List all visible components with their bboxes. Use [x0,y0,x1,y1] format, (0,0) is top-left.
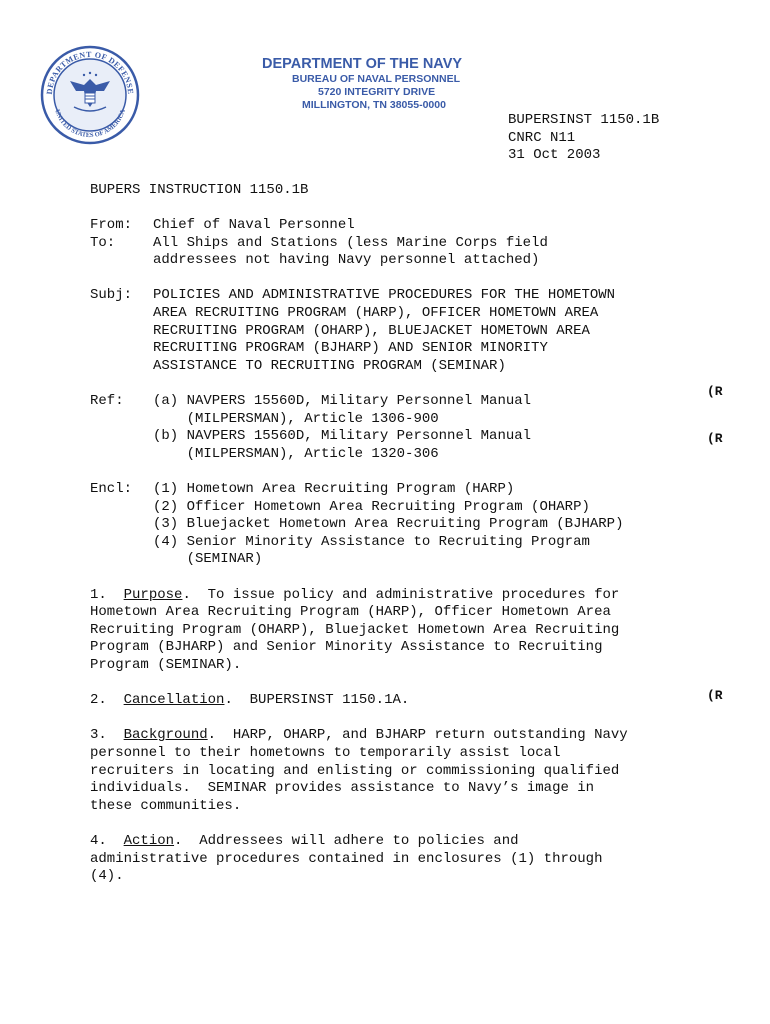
ref-label: Ref: [90,393,124,409]
para-heading-purpose: Purpose [123,586,183,603]
para-number: 2. [90,692,107,709]
revision-mark: (R [707,384,723,399]
subj-line: ASSISTANCE TO RECRUITING PROGRAM (SEMINAR) [153,357,506,374]
para-1-line: Hometown Area Recruiting Program (HARP), Officer Hometown Area [90,604,611,621]
para-text: . Addressees will adhere to policies and [174,833,519,849]
para-4-first-line [90,833,519,851]
para-4-line: (4). [90,868,124,885]
para-3-first-line [90,727,628,745]
ref-line: (b) NAVPERS 15560D, Military Personnel Manual [153,428,532,445]
from-label: From: [90,217,133,233]
to-line: All Ships and Stations (less Marine Corps field [153,234,548,251]
letterhead-bureau: BUREAU OF NAVAL PERSONNEL [292,73,461,85]
office-code: CNRC N11 [508,129,576,146]
para-3-line: recruiters in locating and enlisting or commissioning qualified [90,762,620,779]
revision-mark: (R [707,431,723,446]
para-1-line: Program (BJHARP) and Senior Minority Assistance to Recruiting [90,639,603,656]
to-line: addressees not having Navy personnel attached) [153,252,540,269]
svg-text:DEPARTMENT OF DEFENSE: DEPARTMENT OF DEFENSE [44,49,136,95]
department-of-defense-seal [40,45,140,145]
encl-line: (SEMINAR) [153,551,263,568]
encl-line: (4) Senior Minority Assistance to Recruiting Program [153,533,590,550]
ref-line: (MILPERSMAN), Article 1320-306 [153,445,439,462]
para-number: 4. [90,833,107,849]
para-1-line: Program (SEMINAR). [90,657,242,673]
encl-line: (3) Bluejacket Hometown Area Recruiting Program (BJHARP) [153,516,624,533]
para-2-first-line [90,692,409,710]
para-heading-action: Action [123,833,175,849]
para-4-line: administrative procedures contained in enclosures (1) through [90,850,603,867]
para-3-line: individuals. SEMINAR provides assistance to Navy’s image in [90,780,595,797]
to-label: To: [90,234,116,251]
para-text: . To issue policy and administrative procedures for [182,586,620,603]
ref-line: (a) NAVPERS 15560D, Military Personnel Manual [153,393,532,409]
revision-mark: (R [707,688,723,703]
para-text: . HARP, OHARP, and BJHARP return outstanding Navy [207,727,628,744]
instruction-number: BUPERSINST 1150.1B [508,112,660,128]
ref-line: (MILPERSMAN), Article 1306-900 [153,410,439,427]
document-date: 31 Oct 2003 [508,147,601,164]
para-number: 1. [90,586,107,603]
encl-label: Encl: [90,481,133,497]
from-value: Chief of Naval Personnel [153,217,355,233]
encl-line: (1) Hometown Area Recruiting Program (HARP) [153,481,515,497]
para-text: . BUPERSINST 1150.1A. [224,692,410,709]
letterhead-city: MILLINGTON, TN 38055-0000 [302,99,446,111]
encl-line: (2) Officer Hometown Area Recruiting Program (OHARP) [153,498,590,515]
svg-text:UNITED STATES OF AMERICA: UNITED STATES OF AMERICA [53,108,127,140]
para-3-line: these communities. [90,797,242,814]
para-number: 3. [90,727,107,744]
subj-line: RECRUITING PROGRAM (OHARP), BLUEJACKET HOMETOWN AREA [153,322,590,339]
para-1-line: Recruiting Program (OHARP), Bluejacket Hometown Area Recruiting [90,621,620,638]
letterhead-department: DEPARTMENT OF THE NAVY [262,56,463,72]
para-3-line: personnel to their hometowns to temporarily assist local [90,745,561,761]
para-heading-background: Background [123,727,208,744]
subj-line: RECRUITING PROGRAM (BJHARP) AND SENIOR MINORITY [153,340,548,357]
letterhead-street: 5720 INTEGRITY DRIVE [318,86,436,98]
para-heading-cancellation: Cancellation [123,692,225,709]
para-1-first-line [90,587,619,605]
subj-line: POLICIES AND ADMINISTRATIVE PROCEDURES FOR THE HOMETOWN [153,287,616,304]
instruction-title: BUPERS INSTRUCTION 1150.1B [90,182,309,198]
subj-label: Subj: [90,287,133,304]
subj-line: AREA RECRUITING PROGRAM (HARP), OFFICER HOMETOWN AREA [153,305,599,321]
